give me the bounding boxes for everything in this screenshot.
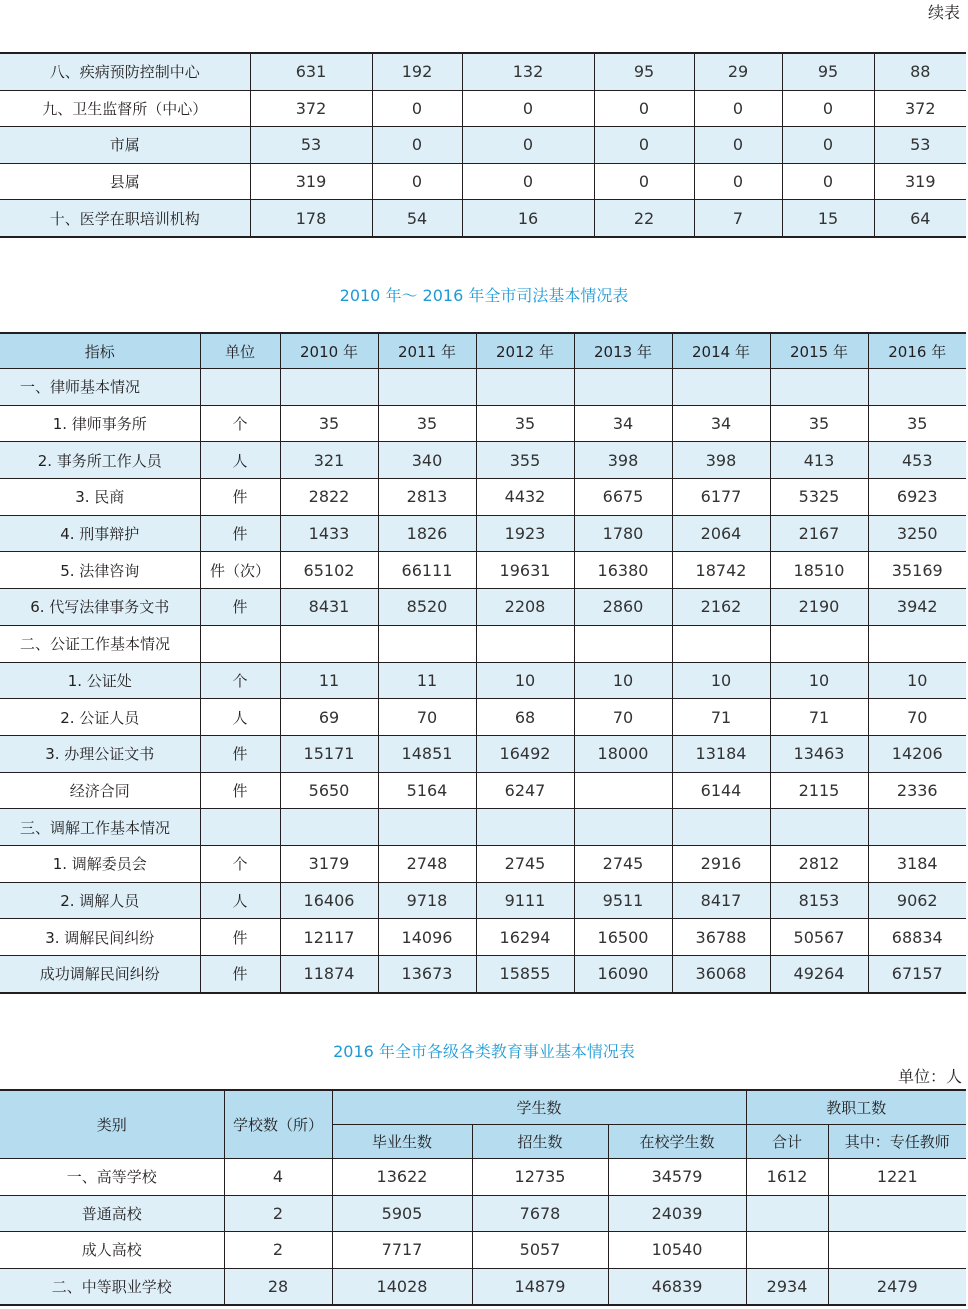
table-cell xyxy=(574,772,672,809)
row-label: 县属 xyxy=(0,163,250,200)
table-cell xyxy=(574,809,672,846)
table-cell: 6923 xyxy=(868,479,966,516)
row-unit: 件 xyxy=(200,772,280,809)
table-cell: 13673 xyxy=(378,956,476,993)
table-cell: 36788 xyxy=(672,919,770,956)
table-cell: 35 xyxy=(770,405,868,442)
table-cell: 2745 xyxy=(574,845,672,882)
column-subheader: 招生数 xyxy=(472,1125,608,1159)
table-cell: 2115 xyxy=(770,772,868,809)
table-cell: 10 xyxy=(770,662,868,699)
continued-label: 续表 xyxy=(927,3,960,22)
table-cell: 12117 xyxy=(280,919,378,956)
table-cell: 0 xyxy=(594,90,694,127)
table-cell: 5650 xyxy=(280,772,378,809)
table-row xyxy=(0,515,966,552)
table-cell: 88 xyxy=(874,53,966,90)
table-cell xyxy=(770,625,868,662)
table-cell: 3942 xyxy=(868,589,966,626)
table-cell: 53 xyxy=(874,127,966,164)
row-label: 4. 刑事辩护 xyxy=(0,515,200,552)
table-cell: 50567 xyxy=(770,919,868,956)
table-cell: 29 xyxy=(694,53,782,90)
row-label: 1. 调解委员会 xyxy=(0,845,200,882)
table-row xyxy=(0,163,966,200)
table-cell: 2336 xyxy=(868,772,966,809)
row-label: 3. 办理公证文书 xyxy=(0,735,200,772)
table-cell: 70 xyxy=(378,699,476,736)
table-cell: 4 xyxy=(224,1159,332,1196)
row-label: 十、医学在职培训机构 xyxy=(0,200,250,237)
table-cell xyxy=(280,369,378,406)
table-cell: 2934 xyxy=(746,1268,828,1305)
column-subheader: 毕业生数 xyxy=(332,1125,472,1159)
judicial-table xyxy=(0,332,966,994)
table-row xyxy=(0,735,966,772)
row-label: 市属 xyxy=(0,127,250,164)
table-cell: 178 xyxy=(250,200,372,237)
table-cell: 398 xyxy=(574,442,672,479)
table-cell: 14096 xyxy=(378,919,476,956)
table-cell: 18000 xyxy=(574,735,672,772)
table-cell: 2 xyxy=(224,1232,332,1269)
table-cell xyxy=(476,625,574,662)
table-cell: 95 xyxy=(782,53,874,90)
table-cell: 0 xyxy=(462,163,594,200)
table-row xyxy=(0,90,966,127)
table-cell xyxy=(746,1232,828,1269)
row-label: 九、卫生监督所（中心） xyxy=(0,90,250,127)
table-cell: 0 xyxy=(694,163,782,200)
table-cell: 2916 xyxy=(672,845,770,882)
column-header: 2012 年 xyxy=(476,333,574,369)
table-cell: 8431 xyxy=(280,589,378,626)
table-cell: 0 xyxy=(372,163,462,200)
table-cell: 319 xyxy=(250,163,372,200)
table-cell: 398 xyxy=(672,442,770,479)
table-row xyxy=(0,127,966,164)
table-cell: 35 xyxy=(476,405,574,442)
table-cell: 36068 xyxy=(672,956,770,993)
table-cell: 1923 xyxy=(476,515,574,552)
row-label: 八、疾病预防控制中心 xyxy=(0,53,250,90)
column-header: 2015 年 xyxy=(770,333,868,369)
table-cell: 453 xyxy=(868,442,966,479)
row-unit: 人 xyxy=(200,882,280,919)
column-subheader: 合计 xyxy=(746,1125,828,1159)
table-cell: 10 xyxy=(672,662,770,699)
table-cell xyxy=(672,369,770,406)
table-cell: 34 xyxy=(574,405,672,442)
table-cell: 6144 xyxy=(672,772,770,809)
table-cell: 5164 xyxy=(378,772,476,809)
row-label: 3. 调解民间纠纷 xyxy=(0,919,200,956)
table-cell: 0 xyxy=(694,90,782,127)
row-unit: 件 xyxy=(200,919,280,956)
row-unit: 个 xyxy=(200,662,280,699)
table-cell: 18510 xyxy=(770,552,868,589)
row-label: 5. 法律咨询 xyxy=(0,552,200,589)
table-cell: 35169 xyxy=(868,552,966,589)
table-cell: 13184 xyxy=(672,735,770,772)
table-row xyxy=(0,662,966,699)
table-row xyxy=(0,882,966,919)
table-cell: 16406 xyxy=(280,882,378,919)
row-unit: 个 xyxy=(200,845,280,882)
row-unit: 件 xyxy=(200,735,280,772)
table-cell: 15 xyxy=(782,200,874,237)
row-label: 2. 调解人员 xyxy=(0,882,200,919)
table-cell: 0 xyxy=(594,127,694,164)
table-cell: 413 xyxy=(770,442,868,479)
table-cell: 8153 xyxy=(770,882,868,919)
table-cell: 70 xyxy=(868,699,966,736)
table-cell: 35 xyxy=(280,405,378,442)
table-cell: 7678 xyxy=(472,1195,608,1232)
table-cell: 68 xyxy=(476,699,574,736)
table-cell: 2813 xyxy=(378,479,476,516)
table-cell: 34579 xyxy=(608,1159,746,1196)
health-institutions-table xyxy=(0,52,966,238)
table-cell: 19631 xyxy=(476,552,574,589)
table-cell: 35 xyxy=(868,405,966,442)
row-label: 1. 公证处 xyxy=(0,662,200,699)
row-unit: 人 xyxy=(200,442,280,479)
row-unit: 件 xyxy=(200,479,280,516)
table-cell: 22 xyxy=(594,200,694,237)
table-cell: 8520 xyxy=(378,589,476,626)
column-header: 单位 xyxy=(200,333,280,369)
table-cell: 16 xyxy=(462,200,594,237)
table-cell: 2860 xyxy=(574,589,672,626)
table-row xyxy=(0,1195,966,1232)
section-row xyxy=(0,625,966,662)
table-cell: 2167 xyxy=(770,515,868,552)
table-cell: 10 xyxy=(574,662,672,699)
table-cell: 2479 xyxy=(876,1276,918,1296)
column-header: 指标 xyxy=(0,333,200,369)
table-cell: 2748 xyxy=(378,845,476,882)
table-cell: 0 xyxy=(372,127,462,164)
table-row xyxy=(0,53,966,90)
table-cell xyxy=(280,809,378,846)
header-staff: 教职工数 xyxy=(746,1090,966,1125)
table-cell: 71 xyxy=(770,699,868,736)
table-row xyxy=(0,699,966,736)
table-cell: 16500 xyxy=(574,919,672,956)
table-cell: 11 xyxy=(280,662,378,699)
column-header: 2014 年 xyxy=(672,333,770,369)
section-row xyxy=(0,369,966,406)
table-row xyxy=(0,1268,966,1305)
table-cell: 372 xyxy=(250,90,372,127)
table-cell: 0 xyxy=(782,127,874,164)
table-row xyxy=(0,589,966,626)
table-cell: 16380 xyxy=(574,552,672,589)
row-label: 普通高校 xyxy=(0,1195,224,1232)
row-label: 2. 事务所工作人员 xyxy=(0,442,200,479)
table-cell xyxy=(868,369,966,406)
table-cell: 16294 xyxy=(476,919,574,956)
table-row xyxy=(0,772,966,809)
table-row xyxy=(0,552,966,589)
table-cell: 631 xyxy=(250,53,372,90)
table-cell: 132 xyxy=(462,53,594,90)
table-cell xyxy=(828,1195,966,1232)
table-row xyxy=(0,845,966,882)
table-cell: 8417 xyxy=(672,882,770,919)
section-row xyxy=(0,809,966,846)
column-header: 2011 年 xyxy=(378,333,476,369)
table-cell: 35 xyxy=(378,405,476,442)
table-cell xyxy=(828,1232,966,1269)
table-cell: 53 xyxy=(250,127,372,164)
table-cell: 319 xyxy=(874,163,966,200)
table-cell: 11874 xyxy=(280,956,378,993)
table-cell: 9111 xyxy=(476,882,574,919)
table-cell: 0 xyxy=(462,90,594,127)
unit-label: 单位：人 xyxy=(897,1067,962,1086)
row-label: 2. 公证人员 xyxy=(0,699,200,736)
table-cell: 69 xyxy=(280,699,378,736)
table-cell: 6675 xyxy=(574,479,672,516)
table-cell xyxy=(574,369,672,406)
table-cell xyxy=(476,369,574,406)
table-cell: 10 xyxy=(868,662,966,699)
table-cell: 11 xyxy=(378,662,476,699)
table-cell xyxy=(770,369,868,406)
table-row xyxy=(0,405,966,442)
table-cell: 2208 xyxy=(476,589,574,626)
judicial-table-title: 2010 年～ 2016 年全市司法基本情况表 xyxy=(339,286,629,305)
table-cell: 1780 xyxy=(574,515,672,552)
table-cell: 64 xyxy=(910,208,931,228)
table-cell: 9062 xyxy=(868,882,966,919)
table-cell xyxy=(378,809,476,846)
table-cell: 16492 xyxy=(476,735,574,772)
table-cell: 65102 xyxy=(280,552,378,589)
header-category: 类别 xyxy=(0,1090,224,1159)
education-table-title: 2016 年全市各级各类教育事业基本情况表 xyxy=(333,1042,635,1061)
row-label: 成功调解民间纠纷 xyxy=(0,956,200,993)
row-unit: 件（次） xyxy=(200,552,280,589)
table-cell: 14206 xyxy=(868,735,966,772)
table-cell: 1612 xyxy=(746,1159,828,1196)
column-header: 2016 年 xyxy=(868,333,966,369)
table-cell: 14879 xyxy=(472,1268,608,1305)
row-unit xyxy=(200,625,280,662)
table-cell: 0 xyxy=(594,163,694,200)
table-cell: 14028 xyxy=(332,1268,472,1305)
table-cell xyxy=(280,625,378,662)
table-cell: 16090 xyxy=(574,956,672,993)
row-label: 二、公证工作基本情况 xyxy=(0,625,200,662)
table-cell: 5905 xyxy=(332,1195,472,1232)
table-cell: 49264 xyxy=(770,956,868,993)
table-header-row xyxy=(0,333,966,369)
table-cell: 3250 xyxy=(868,515,966,552)
table-cell: 5057 xyxy=(472,1232,608,1269)
table-cell: 1826 xyxy=(378,515,476,552)
table-cell xyxy=(868,809,966,846)
table-cell: 6247 xyxy=(476,772,574,809)
table-cell: 0 xyxy=(372,90,462,127)
row-unit: 人 xyxy=(200,699,280,736)
table-cell: 321 xyxy=(280,442,378,479)
table-cell: 9718 xyxy=(378,882,476,919)
table-cell: 67157 xyxy=(891,964,943,984)
table-cell: 15855 xyxy=(476,956,574,993)
table-cell: 2 xyxy=(224,1195,332,1232)
row-unit xyxy=(200,809,280,846)
table-cell xyxy=(672,625,770,662)
column-subheader: 在校学生数 xyxy=(608,1125,746,1159)
table-cell: 7 xyxy=(694,200,782,237)
table-cell: 3184 xyxy=(868,845,966,882)
table-cell: 14851 xyxy=(378,735,476,772)
table-cell: 0 xyxy=(782,90,874,127)
table-cell xyxy=(378,625,476,662)
row-label: 一、高等学校 xyxy=(0,1159,224,1196)
table-cell: 0 xyxy=(694,127,782,164)
table-cell: 34 xyxy=(672,405,770,442)
row-label: 1. 律师事务所 xyxy=(0,405,200,442)
row-label: 成人高校 xyxy=(0,1232,224,1269)
table-cell: 2822 xyxy=(280,479,378,516)
row-label: 经济合同 xyxy=(0,772,200,809)
table-cell: 68834 xyxy=(868,919,966,956)
table-cell: 1221 xyxy=(828,1159,966,1196)
table-cell: 10 xyxy=(476,662,574,699)
column-header: 2010 年 xyxy=(280,333,378,369)
header-students: 学生数 xyxy=(332,1090,746,1125)
table-cell: 1433 xyxy=(280,515,378,552)
table-row xyxy=(0,442,966,479)
column-header: 2013 年 xyxy=(574,333,672,369)
table-cell: 66111 xyxy=(378,552,476,589)
table-cell: 2190 xyxy=(770,589,868,626)
row-label: 二、中等职业学校 xyxy=(0,1268,224,1305)
table-cell: 4432 xyxy=(476,479,574,516)
table-row xyxy=(0,956,966,993)
table-cell: 15171 xyxy=(280,735,378,772)
table-cell: 10540 xyxy=(608,1232,746,1269)
row-unit: 件 xyxy=(200,515,280,552)
table-cell xyxy=(476,809,574,846)
table-row xyxy=(0,1159,966,1196)
table-row xyxy=(0,200,966,237)
row-unit xyxy=(200,369,280,406)
table-cell: 0 xyxy=(462,127,594,164)
row-unit: 件 xyxy=(200,589,280,626)
table-cell: 2064 xyxy=(672,515,770,552)
table-cell: 355 xyxy=(476,442,574,479)
table-header-row xyxy=(0,1090,966,1125)
table-cell: 5325 xyxy=(770,479,868,516)
table-cell: 372 xyxy=(874,90,966,127)
table-cell xyxy=(574,625,672,662)
table-cell xyxy=(868,625,966,662)
table-cell: 13622 xyxy=(332,1159,472,1196)
table-cell: 71 xyxy=(672,699,770,736)
table-cell: 54 xyxy=(372,200,462,237)
table-cell: 28 xyxy=(224,1268,332,1305)
table-cell: 0 xyxy=(782,163,874,200)
table-cell: 2745 xyxy=(476,845,574,882)
row-label: 3. 民商 xyxy=(0,479,200,516)
table-cell: 2162 xyxy=(672,589,770,626)
table-cell xyxy=(378,369,476,406)
table-cell: 13463 xyxy=(770,735,868,772)
row-label: 三、调解工作基本情况 xyxy=(0,809,200,846)
table-cell: 12735 xyxy=(472,1159,608,1196)
table-row xyxy=(0,1232,966,1269)
education-table xyxy=(0,1089,966,1306)
column-subheader: 其中：专任教师 xyxy=(828,1125,966,1159)
table-cell: 70 xyxy=(574,699,672,736)
table-cell xyxy=(746,1195,828,1232)
table-cell: 9511 xyxy=(574,882,672,919)
row-label: 6. 代写法律事务文书 xyxy=(0,589,200,626)
row-unit: 件 xyxy=(200,956,280,993)
table-row xyxy=(0,919,966,956)
row-label: 一、律师基本情况 xyxy=(0,369,200,406)
header-schools: 学校数（所） xyxy=(224,1090,332,1159)
table-cell: 3179 xyxy=(280,845,378,882)
table-cell: 6177 xyxy=(672,479,770,516)
table-cell xyxy=(770,809,868,846)
table-cell: 24039 xyxy=(608,1195,746,1232)
table-cell: 2812 xyxy=(770,845,868,882)
table-row xyxy=(0,479,966,516)
table-cell xyxy=(672,809,770,846)
table-cell: 340 xyxy=(378,442,476,479)
table-cell: 46839 xyxy=(608,1268,746,1305)
table-cell: 18742 xyxy=(672,552,770,589)
table-cell: 7717 xyxy=(332,1232,472,1269)
table-cell: 95 xyxy=(594,53,694,90)
table-cell: 192 xyxy=(372,53,462,90)
row-unit: 个 xyxy=(200,405,280,442)
